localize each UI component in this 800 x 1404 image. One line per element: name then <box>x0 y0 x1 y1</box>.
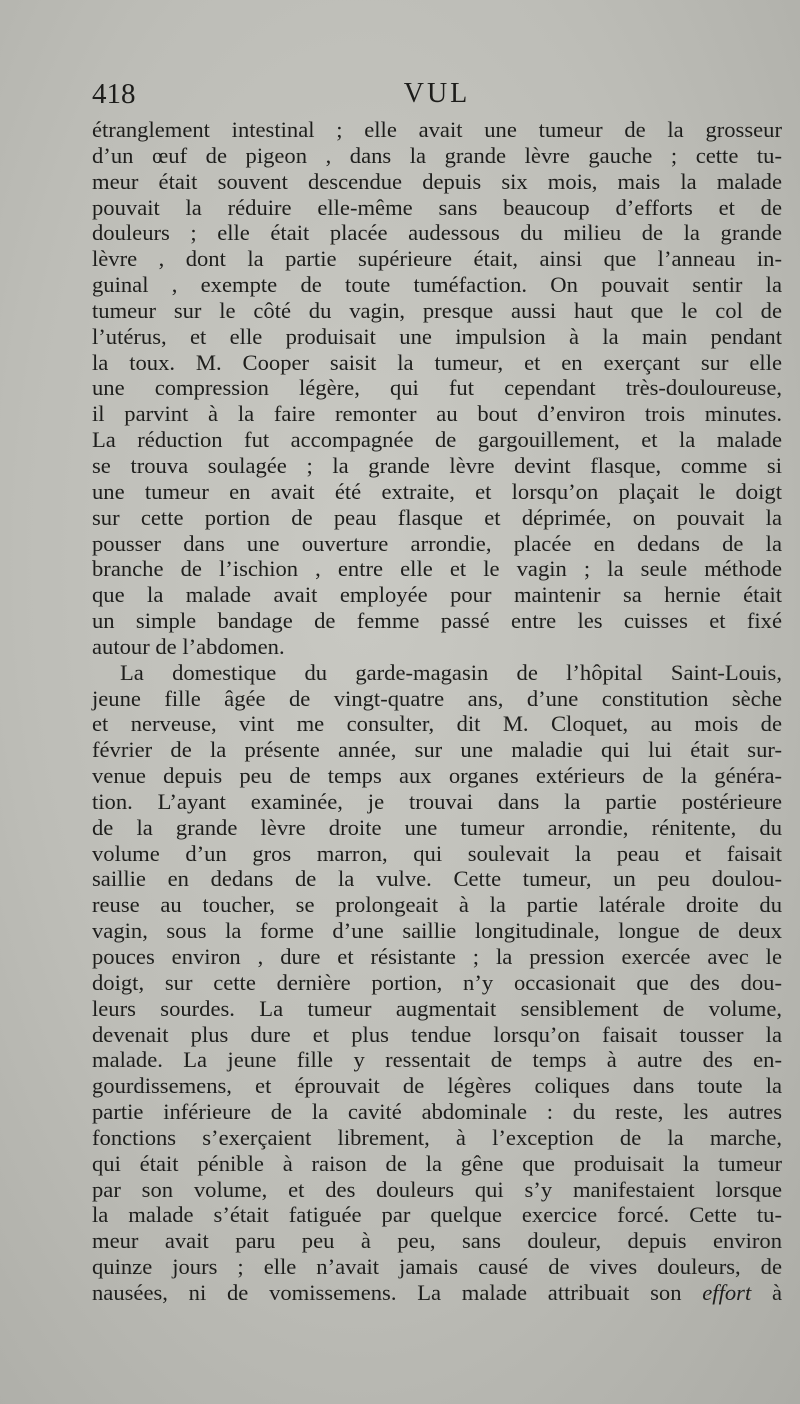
last-line-tail: à <box>751 1279 782 1305</box>
paragraph-start-line: La domestique du garde-magasin de l’hôpital Saint-Louis, <box>120 659 782 685</box>
text-line: une tumeur en avait été extraite, et lorsqu’on plaçait le doigt <box>92 478 782 504</box>
text-line: devenait plus dure et plus tendue lorsqu’on faisait tousser la <box>92 1021 782 1047</box>
text-line: reuse au toucher, se prolongeait à la partie latérale droite du <box>92 892 782 918</box>
text-line: que la malade avait employée pour maintenir sa hernie était <box>92 582 782 608</box>
text-line: tion. L’ayant examinée, je trouvai dans la partie postérieure <box>92 788 782 814</box>
text-line: et nerveuse, vint me consulter, dit M. Cloquet, au mois de <box>92 711 782 737</box>
text-line: partie inférieure de la cavité abdominale : du reste, les autres <box>92 1099 782 1125</box>
text-line: jeune fille âgée de vingt-quatre ans, d’une constitution sèche <box>92 685 782 711</box>
text-line: malade. La jeune fille y ressentait de temps à autre des en- <box>92 1047 782 1073</box>
paragraph-end-line: autour de l’abdomen. <box>92 633 285 659</box>
text-line: meur avait paru peu à peu, sans douleur, depuis environ <box>92 1228 782 1254</box>
last-line-text: nausées, ni de vomissemens. La malade attribuait son <box>92 1279 682 1305</box>
text-line: pouvait la réduire elle-même sans beaucoup d’efforts et de <box>92 194 782 220</box>
text-line: l’utérus, et elle produisait une impulsion à la main pendant <box>92 323 782 349</box>
text-line: février de la présente année, sur une maladie qui lui était sur- <box>92 737 782 763</box>
text-line: qui était pénible à raison de la gêne que produisait la tumeur <box>92 1150 782 1176</box>
text-line: volume d’un gros marron, qui soulevait la peau et faisait <box>92 840 782 866</box>
text-line: quinze jours ; elle n’avait jamais causé de vives douleurs, de <box>92 1254 782 1280</box>
text-line: se trouva soulagée ; la grande lèvre devint flasque, comme si <box>92 452 782 478</box>
text-line: branche de l’ischion , entre elle et le vagin ; la seule méthode <box>92 556 782 582</box>
text-line: sur cette portion de peau flasque et déprimée, on pouvait la <box>92 504 782 530</box>
text-line: La réduction fut accompagnée de gargouillement, et la malade <box>92 427 782 453</box>
text-line: gourdissemens, et éprouvait de légères coliques dans toute la <box>92 1073 782 1099</box>
text-line: douleurs ; elle était placée audessous du milieu de la grande <box>92 220 782 246</box>
page-header <box>92 78 782 114</box>
text-line: un simple bandage de femme passé entre les cuisses et fixé <box>92 608 782 634</box>
text-line: tumeur sur le côté du vagin, presque aussi haut que le col de <box>92 297 782 323</box>
text-line: leurs sourdes. La tumeur augmentait sensiblement de volume, <box>92 995 782 1021</box>
text-line: lèvre , dont la partie supérieure était, ainsi que l’anneau in- <box>92 246 782 272</box>
text-line: meur était souvent descendue depuis six mois, mais la malade <box>92 168 782 194</box>
text-line: étranglement intestinal ; elle avait une tumeur de la grosseur <box>92 117 782 142</box>
text-line: une compression légère, qui fut cependant très-douloureuse, <box>92 375 782 401</box>
text-line: vagin, sous la forme d’une saillie longitudinale, longue de deux <box>92 918 782 944</box>
text-line: guinal , exempte de toute tuméfaction. On pouvait sentir la <box>92 272 782 298</box>
body-text <box>92 117 782 1306</box>
text-line: de la grande lèvre droite une tumeur arrondie, rénitente, du <box>92 814 782 840</box>
text-line: saillie en dedans de la vulve. Cette tumeur, un peu doulou- <box>92 866 782 892</box>
text-line: pousser dans une ouverture arrondie, placée en dedans de la <box>92 530 782 556</box>
text-line: d’un œuf de pigeon , dans la grande lèvre gauche ; cette tu- <box>92 142 782 168</box>
page-number: 418 <box>92 78 136 110</box>
text-line: doigt, sur cette dernière portion, n’y occasionait que des dou- <box>92 969 782 995</box>
text-line: venue depuis peu de temps aux organes extérieurs de la généra- <box>92 763 782 789</box>
text-line: il parvint à la faire remonter au bout d’environ trois minutes. <box>92 401 782 427</box>
italic-word: effort <box>702 1279 752 1305</box>
text-line: fonctions s’exerçaient librement, à l’exception de la marche, <box>92 1124 782 1150</box>
text-line: la toux. M. Cooper saisit la tumeur, et en exerçant sur elle <box>92 349 782 375</box>
last-text-line <box>92 1280 782 1306</box>
text-line: pouces environ , dure et résistante ; la pression exercée avec le <box>92 944 782 969</box>
text-line: par son volume, et des douleurs qui s’y manifestaient lorsque <box>92 1176 782 1202</box>
running-head: VUL <box>403 78 471 109</box>
text-line: la malade s’était fatiguée par quelque exercice forcé. Cette tu- <box>92 1202 782 1228</box>
